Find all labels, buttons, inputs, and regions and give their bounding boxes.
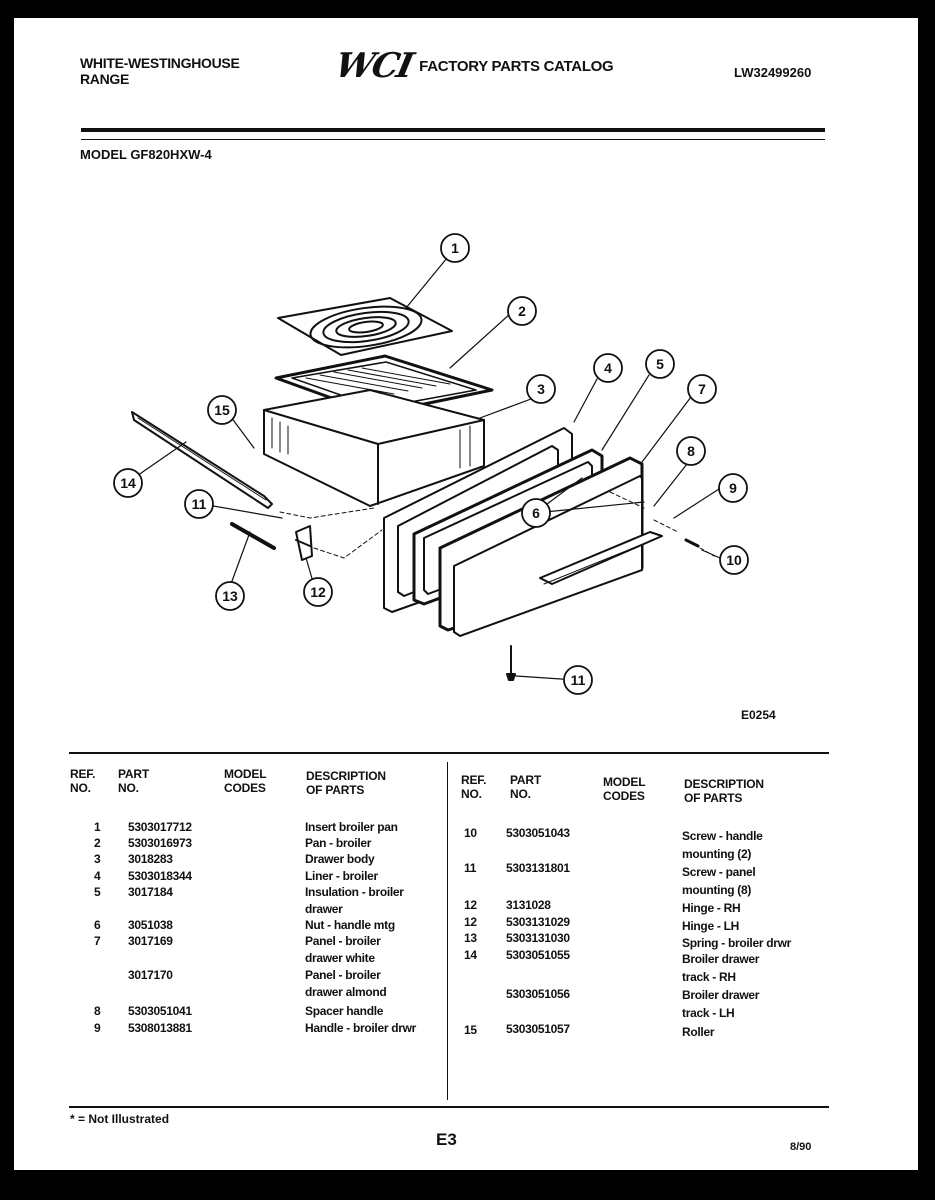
part-number: 5308013881 <box>128 1021 192 1035</box>
part-description: track - RH <box>682 970 736 984</box>
part-number: 3051038 <box>128 918 173 932</box>
part-number: 5303018344 <box>128 869 192 883</box>
part-number: 3131028 <box>506 898 551 912</box>
ref-number: 13 <box>464 931 477 945</box>
exploded-parts-diagram <box>14 18 918 718</box>
part-description: Nut - handle mtg <box>305 918 395 932</box>
part-description: Spacer handle <box>305 1004 384 1018</box>
ref-number: 5 <box>94 885 101 899</box>
part-description: drawer <box>305 902 343 916</box>
part-description: Roller <box>682 1025 715 1039</box>
table-column-divider <box>447 762 448 1100</box>
catalog-page <box>14 18 918 1170</box>
callout-7: 7 <box>698 381 706 397</box>
ref-number: 2 <box>94 836 101 850</box>
ref-number: 11 <box>464 861 477 875</box>
part-description: Broiler drawer <box>682 988 760 1002</box>
part-description: Pan - broiler <box>305 836 372 850</box>
part-number: 5303131801 <box>506 861 570 875</box>
ref-number: 3 <box>94 852 101 866</box>
header-ref-no: REF. NO. <box>70 767 96 795</box>
callout-3: 3 <box>537 381 545 397</box>
callout-6: 6 <box>532 505 540 521</box>
part-number: 3017169 <box>128 934 173 948</box>
header-part-no: PART NO. <box>118 767 149 795</box>
part-number: 3017184 <box>128 885 173 899</box>
catalog-title: FACTORY PARTS CATALOG <box>419 57 614 75</box>
table-bottom-rule <box>69 1106 829 1108</box>
callout-1: 1 <box>451 240 459 256</box>
part-description: mounting (8) <box>682 883 752 897</box>
catalog-code: LW32499260 <box>734 65 812 80</box>
table-top-rule <box>69 752 829 754</box>
part-description: Insulation - broiler <box>305 885 404 899</box>
header-model-codes: MODEL CODES <box>224 767 267 795</box>
ref-number: 4 <box>94 869 101 883</box>
brand-name: WHITE-WESTINGHOUSE <box>80 55 240 71</box>
wci-logo: WCI <box>331 46 416 86</box>
part-number: 5303017712 <box>128 820 192 834</box>
part-description: track - LH <box>682 1006 735 1020</box>
part-description: Drawer body <box>305 852 375 866</box>
part-number: 5303131030 <box>506 931 570 945</box>
footnote: * = Not Illustrated <box>70 1112 170 1126</box>
callout-15: 15 <box>214 402 230 418</box>
callout-5: 5 <box>656 356 664 372</box>
product-type: RANGE <box>80 71 130 87</box>
revision-date: 8/90 <box>790 1141 812 1153</box>
callout-14: 14 <box>120 475 136 491</box>
part-number: 5303051055 <box>506 948 570 962</box>
part-description: mounting (2) <box>682 847 752 861</box>
callout-11: 11 <box>191 496 207 512</box>
ref-number: 15 <box>464 1023 477 1037</box>
header-part-no-right: PART NO. <box>510 773 541 801</box>
ref-number: 12 <box>464 915 477 929</box>
callout-8: 8 <box>687 443 695 459</box>
part-description: Spring - broiler drwr <box>682 936 792 950</box>
header-ref-no-right: REF. NO. <box>461 773 487 801</box>
ref-number: 6 <box>94 918 101 932</box>
part-description: Handle - broiler drwr <box>305 1021 417 1035</box>
part-description: drawer almond <box>305 985 387 999</box>
part-description: Hinge - RH <box>682 901 741 915</box>
callout-11-lower: 11 <box>570 672 586 688</box>
callout-2: 2 <box>518 303 526 319</box>
callout-4: 4 <box>604 360 612 376</box>
part-description: Screw - handle <box>682 829 763 843</box>
ref-number: 7 <box>94 934 101 948</box>
callout-13: 13 <box>222 588 238 604</box>
callout-10: 10 <box>726 552 742 568</box>
ref-number: 14 <box>464 948 477 962</box>
part-number: 3017170 <box>128 968 173 982</box>
part-description: Insert broiler pan <box>305 820 398 834</box>
part-number: 5303016973 <box>128 836 192 850</box>
part-number: 5303051057 <box>506 1022 570 1036</box>
model-number: MODEL GF820HXW-4 <box>80 147 212 162</box>
part-description: drawer white <box>305 951 375 965</box>
callout-12: 12 <box>310 584 326 600</box>
ref-number: 8 <box>94 1004 101 1018</box>
diagram-code: E0254 <box>741 708 776 722</box>
panel-screw-drawing <box>507 646 515 680</box>
part-description: Hinge - LH <box>682 919 739 933</box>
handle-screw-drawing <box>686 540 698 546</box>
part-number: 3018283 <box>128 852 173 866</box>
part-number: 5303051056 <box>506 987 570 1001</box>
ref-number: 1 <box>94 820 101 834</box>
part-description: Screw - panel <box>682 865 756 879</box>
header-description-right: DESCRIPTION OF PARTS <box>684 777 764 805</box>
part-number: 5303051041 <box>128 1004 192 1018</box>
part-description: Broiler drawer <box>682 952 760 966</box>
header-model-codes-right: MODEL CODES <box>603 775 646 803</box>
part-description: Liner - broiler <box>305 869 378 883</box>
part-number: 5303131029 <box>506 915 570 929</box>
part-description: Panel - broiler <box>305 934 381 948</box>
part-number: 5303051043 <box>506 826 570 840</box>
ref-number: 10 <box>464 826 477 840</box>
page-number: E3 <box>436 1130 457 1149</box>
part-description: Panel - broiler <box>305 968 381 982</box>
spring-drawing <box>232 524 274 548</box>
callout-9: 9 <box>729 480 737 496</box>
ref-number: 9 <box>94 1021 101 1035</box>
hinge-drawing <box>296 526 312 560</box>
header-description: DESCRIPTION OF PARTS <box>306 769 386 797</box>
broiler-pan-insert-drawing <box>278 298 452 355</box>
ref-number: 12 <box>464 898 477 912</box>
